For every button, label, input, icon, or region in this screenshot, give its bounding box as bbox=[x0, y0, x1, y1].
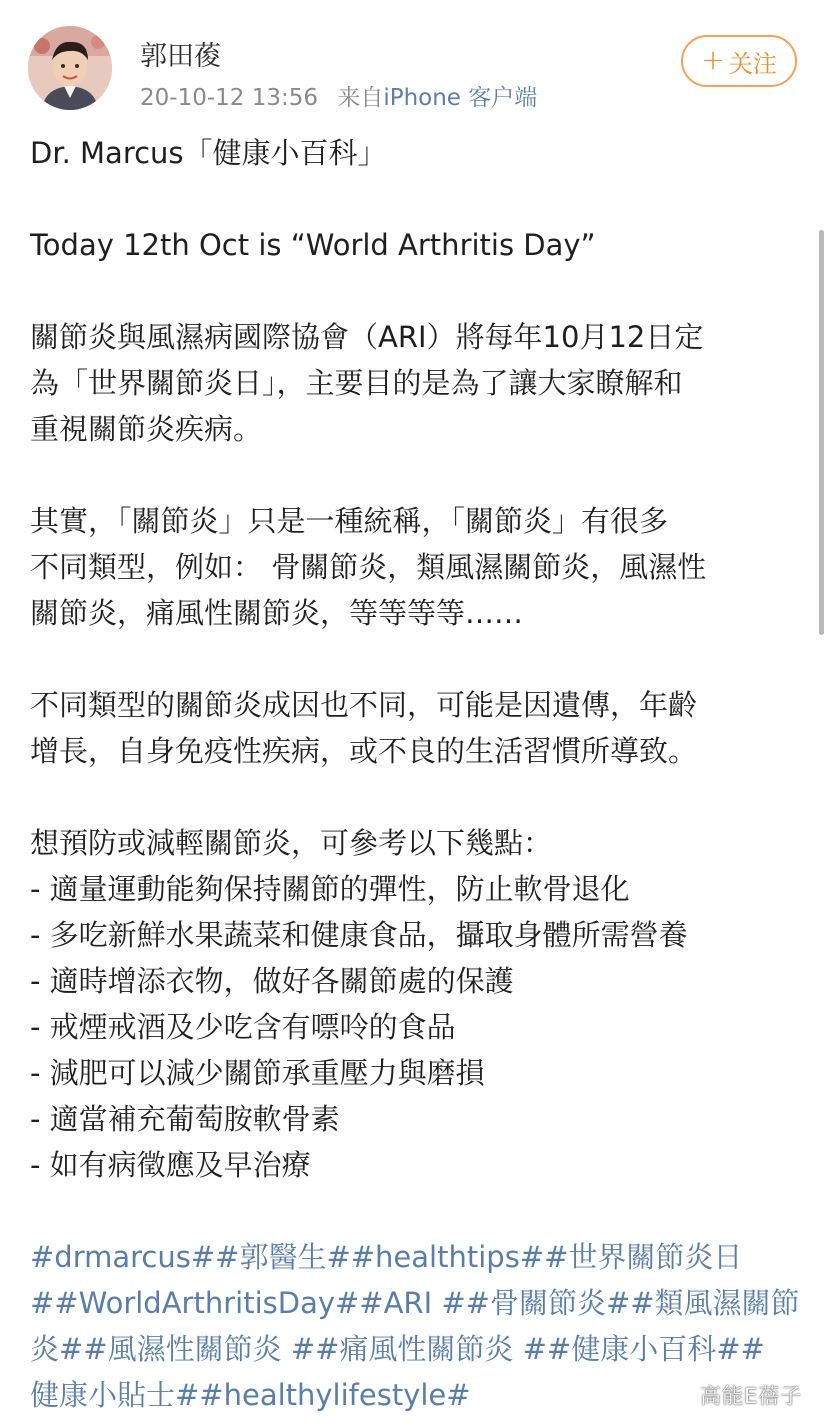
scrollbar[interactable] bbox=[819, 230, 824, 635]
post-paragraph bbox=[30, 682, 800, 774]
watermark: 高能E蓓子 bbox=[700, 1384, 803, 1408]
list-item: - 減肥可以減少關節承重壓力與磨損 bbox=[30, 1056, 485, 1090]
list-item: - 適量運動能夠保持關節的彈性，防止軟骨退化 bbox=[30, 872, 630, 906]
hashtag-line[interactable]: #drmarcus##郭醫生##healthtips##世界關節炎日 bbox=[30, 1240, 743, 1274]
post-body bbox=[30, 130, 803, 1418]
hashtag-line[interactable]: 健康小貼士##healthylifestyle# bbox=[30, 1378, 471, 1412]
plus-icon: + bbox=[701, 43, 725, 76]
list-item: - 多吃新鮮水果蔬菜和健康食品，攝取身體所需營養 bbox=[30, 918, 688, 952]
text-line: 不同類型的關節炎成因也不同，可能是因遺傳，年齡 bbox=[30, 688, 698, 722]
list-item: - 適當補充葡萄胺軟骨素 bbox=[30, 1102, 340, 1136]
text-line: 想預防或減輕關節炎，可參考以下幾點： bbox=[30, 826, 553, 860]
follow-button[interactable] bbox=[681, 35, 797, 87]
post-date: 20-10-12 13:56 bbox=[140, 85, 318, 111]
hashtags[interactable] bbox=[30, 1234, 803, 1418]
list-item: - 適時增添衣物，做好各關節處的保護 bbox=[30, 964, 514, 998]
text-line: 重視關節炎疾病。 bbox=[30, 412, 263, 446]
list-item: - 戒煙戒酒及少吃含有嘌呤的食品 bbox=[30, 1010, 456, 1044]
post-paragraph bbox=[30, 130, 800, 176]
via-label: 来自 bbox=[337, 85, 384, 111]
post-paragraph bbox=[30, 222, 800, 268]
text-line: 關節炎與風濕病國際協會（ARI）將每年10月12日定 bbox=[30, 320, 704, 354]
post-header bbox=[0, 0, 828, 125]
follow-label: 关注 bbox=[728, 49, 777, 78]
text-line: Today 12th Oct is “World Arthritis Day” bbox=[30, 228, 596, 262]
list-item: - 如有病徵應及早治療 bbox=[30, 1148, 311, 1182]
author-name[interactable]: 郭田葰 bbox=[140, 41, 221, 72]
hashtag-line[interactable]: 炎##風濕性關節炎 ##痛風性關節炎 ##健康小百科## bbox=[30, 1332, 765, 1366]
tips-list bbox=[30, 820, 800, 1188]
post-paragraph bbox=[30, 314, 800, 452]
avatar[interactable] bbox=[28, 26, 112, 110]
post-meta bbox=[140, 79, 537, 112]
text-line: 其實，「關節炎」只是一種統稱，「關節炎」有很多 bbox=[30, 504, 669, 538]
text-line: 關節炎，痛風性關節炎，等等等等…… bbox=[30, 596, 524, 630]
post-paragraph bbox=[30, 498, 800, 636]
text-line: 增長，自身免疫性疾病，或不良的生活習慣所導致。 bbox=[30, 734, 698, 768]
text-line: 為「世界關節炎日」，主要目的是為了讓大家瞭解和 bbox=[30, 366, 683, 400]
text-line: Dr. Marcus「健康小百科」 bbox=[30, 136, 387, 170]
text-line: 不同類型，例如： 骨關節炎，類風濕關節炎，風濕性 bbox=[30, 550, 707, 584]
post-source[interactable]: iPhone 客户端 bbox=[383, 85, 538, 111]
hashtag-line[interactable]: ##WorldArthritisDay##ARI ##骨關節炎##類風濕關節 bbox=[30, 1286, 800, 1320]
